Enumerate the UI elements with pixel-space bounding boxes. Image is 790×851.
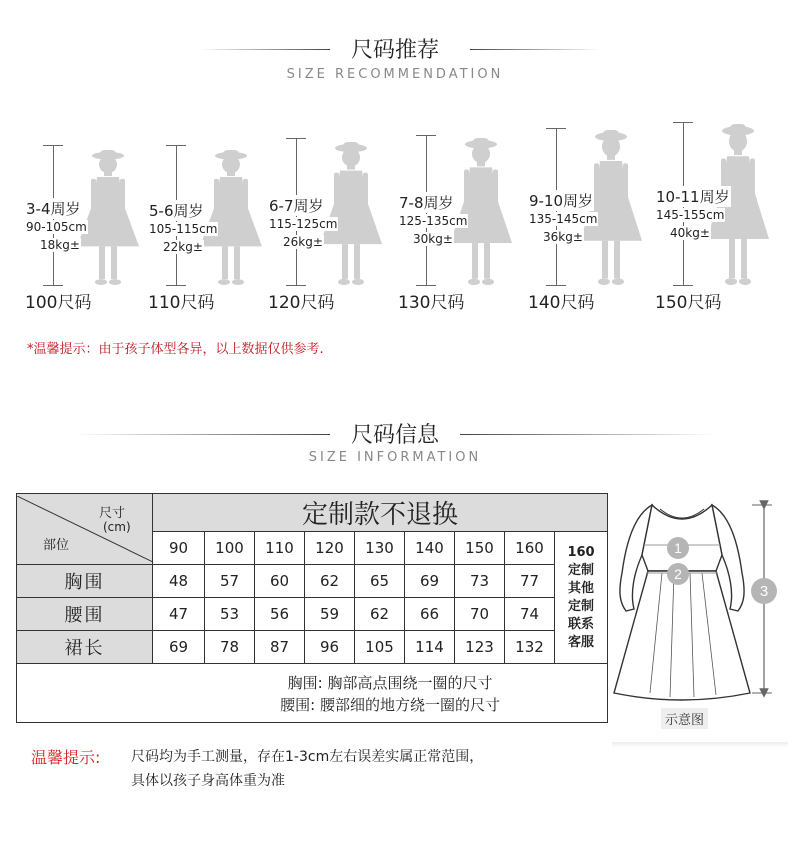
corner-diagonal <box>17 496 153 562</box>
size-header-cell: 140 <box>405 532 455 565</box>
corner-size-label: 尺寸 <box>99 506 126 521</box>
table-cell: 69 <box>405 565 455 598</box>
recommendation-warning: *温馨提示：由于孩子体型各异，以上数据仅供参考. <box>27 342 324 357</box>
table-cell: 132 <box>505 631 555 664</box>
ruler-tick <box>286 285 306 286</box>
ruler-tick <box>673 285 693 286</box>
height-range: 145-155cm <box>656 208 725 222</box>
weight-value: 26kg± <box>283 235 323 249</box>
size-header-cell: 90 <box>153 532 205 565</box>
marker-2-label: 2 <box>674 566 682 582</box>
table-cell: 70 <box>455 598 505 631</box>
tip-text <box>131 745 483 793</box>
height-range: 125-135cm <box>399 214 468 228</box>
height-range: 115-125cm <box>269 217 338 231</box>
table-row <box>17 565 608 598</box>
row-label: 腰围 <box>17 598 153 631</box>
table-row <box>17 598 608 631</box>
row-label: 胸围 <box>17 565 153 598</box>
child-silhouette <box>73 150 143 285</box>
size-header-cell: 150 <box>455 532 505 565</box>
corner-unit-label: (cm) <box>103 520 131 534</box>
table-cell: 78 <box>205 631 255 664</box>
custom-size-note-line: 定制 <box>568 562 595 578</box>
child-silhouette <box>316 142 386 285</box>
custom-size-note-line: 定制 <box>568 598 595 614</box>
table-row <box>17 631 608 664</box>
table-cell: 59 <box>305 598 355 631</box>
table-corner-cell <box>17 494 153 565</box>
corner-part-label: 部位 <box>43 538 70 553</box>
custom-size-note-line: 联系 <box>568 616 595 632</box>
weight-value: 36kg± <box>543 230 583 244</box>
ruler-tick <box>43 285 63 286</box>
row-label: 裙长 <box>17 631 153 664</box>
age-range: 6-7周岁 <box>269 197 324 215</box>
ruler-tick <box>416 285 436 286</box>
note-waist: 腰围: 腰部细的地方绕一圈的尺寸 <box>280 696 500 714</box>
table-cell: 96 <box>305 631 355 664</box>
size-header-cell: 160 <box>505 532 555 565</box>
table-cell: 77 <box>505 565 555 598</box>
size-header-cell: 120 <box>305 532 355 565</box>
table-cell: 73 <box>455 565 505 598</box>
height-range: 105-115cm <box>149 222 218 236</box>
custom-size-note-line: 其他 <box>568 580 595 596</box>
size-code: 100尺码 <box>25 293 92 313</box>
table-cell: 87 <box>255 631 305 664</box>
table-cell: 114 <box>405 631 455 664</box>
information-title: 尺码信息 <box>350 423 439 448</box>
size-table <box>16 493 608 723</box>
age-range: 9-10周岁 <box>529 192 594 210</box>
size-header-cell: 100 <box>205 532 255 565</box>
ruler-tick <box>673 122 693 123</box>
size-header-cell: 130 <box>355 532 405 565</box>
size-code: 120尺码 <box>268 293 335 313</box>
table-cell: 66 <box>405 598 455 631</box>
information-subtitle: SIZE INFORMATION <box>308 450 482 465</box>
weight-value: 40kg± <box>670 226 710 240</box>
marker-3-label: 3 <box>759 583 769 600</box>
ruler-tick <box>43 145 63 146</box>
table-cell: 105 <box>355 631 405 664</box>
weight-value: 22kg± <box>163 240 203 254</box>
no-return-banner: 定制款不退换 <box>153 494 608 532</box>
table-cell: 48 <box>153 565 205 598</box>
table-cell: 53 <box>205 598 255 631</box>
ruler-tick <box>546 128 566 129</box>
table-cell: 69 <box>153 631 205 664</box>
table-notes <box>17 664 608 723</box>
table-cell: 60 <box>255 565 305 598</box>
age-range: 10-11周岁 <box>656 188 730 206</box>
age-range: 7-8周岁 <box>399 194 454 212</box>
ruler-tick <box>286 138 306 139</box>
ruler-tick <box>166 285 186 286</box>
age-range: 3-4周岁 <box>26 200 81 218</box>
diagram-shadow <box>612 742 788 748</box>
size-header-cell: 110 <box>255 532 305 565</box>
child-silhouette <box>196 150 266 285</box>
tip-label: 温馨提示: <box>31 748 101 767</box>
table-cell: 62 <box>355 598 405 631</box>
recommendation-subtitle: SIZE RECOMMENDATION <box>286 67 504 82</box>
custom-size-note-line: 客服 <box>568 634 595 650</box>
marker-1-label: 1 <box>674 540 682 556</box>
child-silhouette <box>446 138 516 285</box>
table-cell: 62 <box>305 565 355 598</box>
tip-line-1: 尺码均为手工测量，存在1-3cm左右误差实属正常范围， <box>131 749 484 765</box>
recommendation-title: 尺码推荐 <box>350 38 439 63</box>
height-range: 135-145cm <box>529 212 598 226</box>
size-code: 110尺码 <box>148 293 215 313</box>
table-cell: 57 <box>205 565 255 598</box>
weight-value: 18kg± <box>40 238 80 252</box>
height-range: 90-105cm <box>26 220 87 234</box>
tip-line-2: 具体以孩子身高体重为准 <box>131 773 285 789</box>
size-code: 140尺码 <box>528 293 595 313</box>
size-code: 150尺码 <box>655 293 722 313</box>
custom-size-note-line: 160 <box>567 544 595 560</box>
table-cell: 65 <box>355 565 405 598</box>
custom-size-note <box>555 532 608 664</box>
table-cell: 123 <box>455 631 505 664</box>
diagram-label: 示意图 <box>661 708 708 729</box>
table-cell: 56 <box>255 598 305 631</box>
note-chest: 胸围: 胸部高点围绕一圈的尺寸 <box>287 674 493 692</box>
table-cell: 47 <box>153 598 205 631</box>
ruler-tick <box>546 285 566 286</box>
age-range: 5-6周岁 <box>149 202 204 220</box>
table-cell: 74 <box>505 598 555 631</box>
weight-value: 30kg± <box>413 232 453 246</box>
size-code: 130尺码 <box>398 293 465 313</box>
ruler-tick <box>166 145 186 146</box>
ruler-tick <box>416 135 436 136</box>
